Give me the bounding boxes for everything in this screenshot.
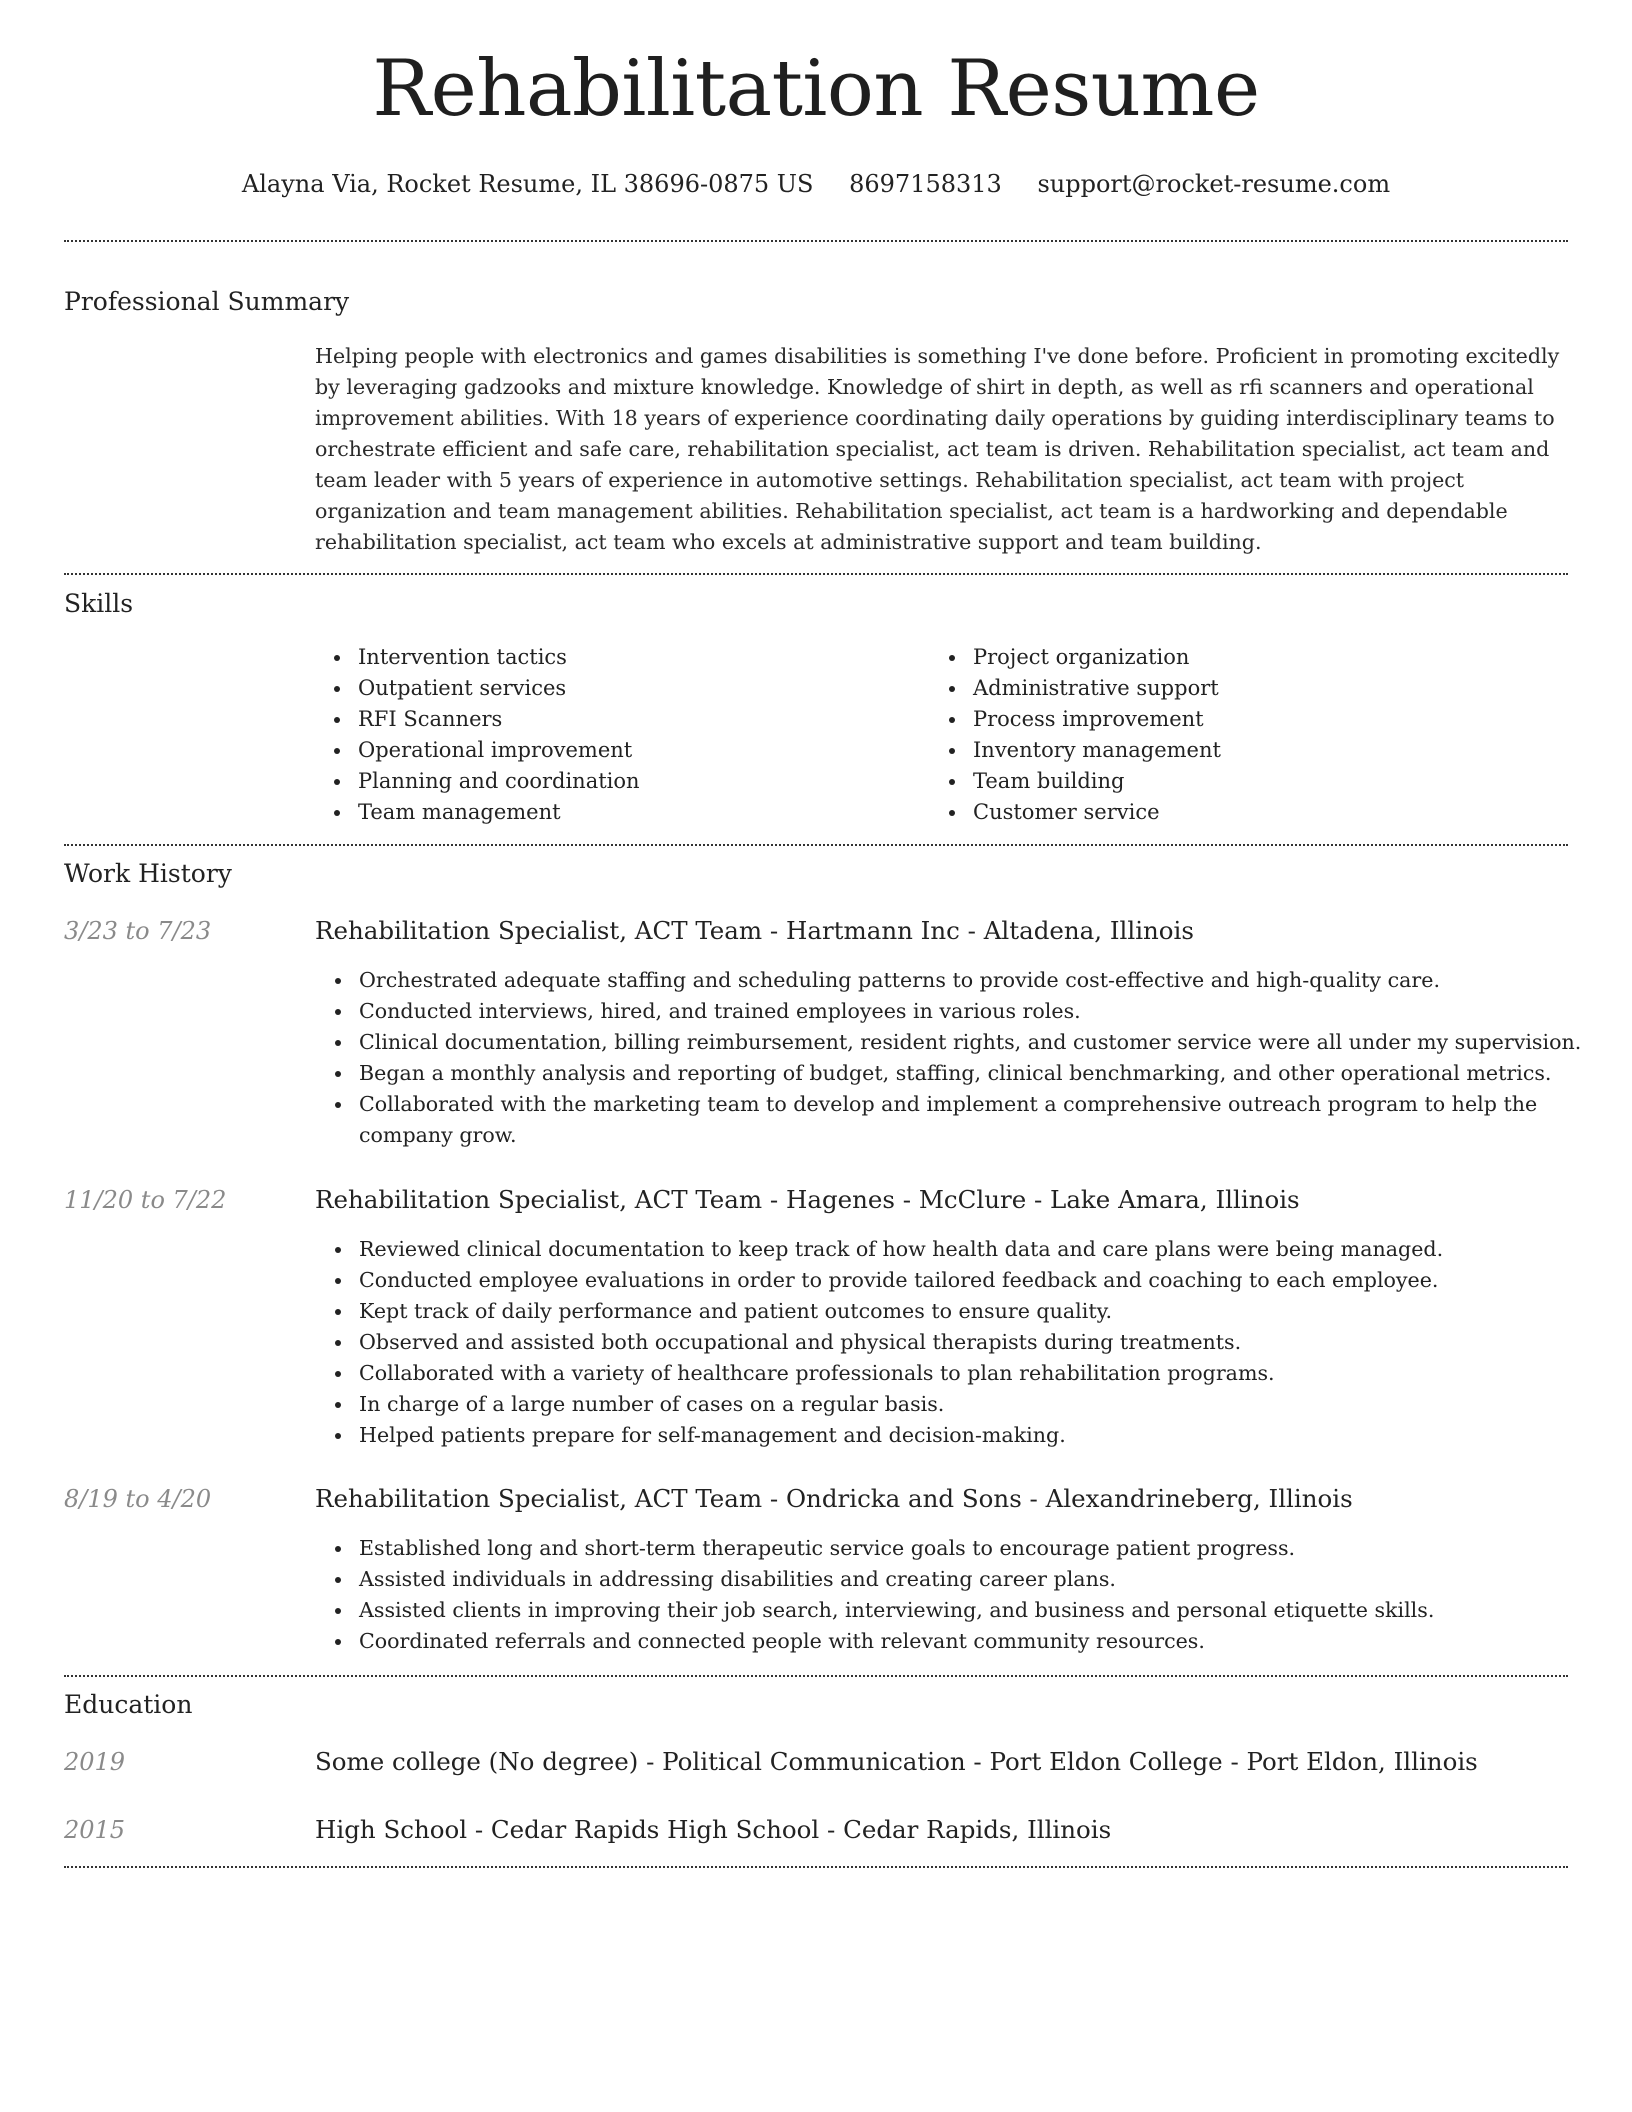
job-bullet: In charge of a large number of cases on a regular basis. xyxy=(359,1389,1569,1420)
section-heading-education: Education xyxy=(64,1690,193,1719)
skill-item: Inventory management xyxy=(973,735,1221,766)
job-bullet: Collaborated with a variety of healthcare professionals to plan rehabilitation programs. xyxy=(359,1358,1569,1389)
job-bullet: Coordinated referrals and connected people with relevant community resources. xyxy=(359,1626,1569,1657)
job-title: Rehabilitation Specialist, ACT Team - Hartmann Inc - Altadena, Illinois xyxy=(315,916,1194,945)
job-bullet: Reviewed clinical documentation to keep track of how health data and care plans were being managed. xyxy=(359,1234,1569,1265)
job-bullets xyxy=(359,1234,1569,1451)
summary-text: Helping people with electronics and games disabilities is something I've done before. Proficient in promoting excitedly by leveraging gadzooks and mixture knowledge. Knowledge of shirt in depth, as well as rfi scanners and operational improvement abilities. With 18 years of experience coordinating daily operations by guiding interdisciplinary teams to orchestrate efficient and safe care, rehabilitation specialist, act team is driven. Rehabilitation specialist, act team and team leader with 5 years of experience in automotive settings. Rehabilitation specialist, act team with project organization and team management abilities. Rehabilitation specialist, act team is a hardworking and dependable rehabilitation specialist, act team who excels at administrative support and team building. xyxy=(315,344,1560,554)
job-bullet: Orchestrated adequate staffing and scheduling patterns to provide cost-effective and high-quality care. xyxy=(359,965,1569,996)
job-bullet: Conducted employee evaluations in order to provide tailored feedback and coaching to each employee. xyxy=(359,1265,1569,1296)
skill-item: Intervention tactics xyxy=(358,642,640,673)
divider xyxy=(64,844,1568,846)
education-year: 2015 xyxy=(64,1816,126,1844)
skill-item: Administrative support xyxy=(973,673,1221,704)
job-bullet: Collaborated with the marketing team to develop and implement a comprehensive outreach program to help the company grow. xyxy=(359,1089,1569,1151)
job-title: Rehabilitation Specialist, ACT Team - Ondricka and Sons - Alexandrineberg, Illinois xyxy=(315,1484,1353,1513)
education-degree: High School xyxy=(315,1815,468,1844)
job-dates: 3/23 to 7/23 xyxy=(64,917,212,945)
skill-item: Operational improvement xyxy=(358,735,640,766)
education-year: 2019 xyxy=(64,1748,126,1776)
skill-item: Project organization xyxy=(973,642,1221,673)
job-bullet: Assisted individuals in addressing disabilities and creating career plans. xyxy=(359,1564,1569,1595)
skill-item: Planning and coordination xyxy=(358,766,640,797)
skill-item: Team management xyxy=(358,797,640,828)
job-dates: 11/20 to 7/22 xyxy=(64,1186,227,1214)
job-bullet: Kept track of daily performance and patient outcomes to ensure quality. xyxy=(359,1296,1569,1327)
section-heading-work: Work History xyxy=(64,859,232,888)
education-school: - Port Eldon College - Port Eldon, Illinois xyxy=(965,1747,1478,1776)
skill-item: Team building xyxy=(973,766,1221,797)
job-title: Rehabilitation Specialist, ACT Team - Hagenes - McClure - Lake Amara, Illinois xyxy=(315,1185,1300,1214)
skills-list-right xyxy=(973,642,1221,828)
job-bullet: Helped patients prepare for self-management and decision-making. xyxy=(359,1420,1569,1451)
job-bullet: Observed and assisted both occupational and physical therapists during treatments. xyxy=(359,1327,1569,1358)
education-entry xyxy=(315,1747,1478,1776)
divider xyxy=(64,240,1568,242)
job-bullet: Established long and short-term therapeutic service goals to encourage patient progress. xyxy=(359,1533,1569,1564)
job-bullet: Began a monthly analysis and reporting of budget, staffing, clinical benchmarking, and other operational metrics. xyxy=(359,1058,1569,1089)
job-bullet: Clinical documentation, billing reimbursement, resident rights, and customer service were all under my supervision. xyxy=(359,1027,1569,1058)
education-school: - Cedar Rapids High School - Cedar Rapids, Illinois xyxy=(467,1815,1112,1844)
divider xyxy=(64,573,1568,575)
education-degree: Some college (No degree) - Political Communication xyxy=(315,1747,966,1776)
skill-item: Process improvement xyxy=(973,704,1221,735)
job-bullets xyxy=(359,965,1582,1151)
skills-list-left xyxy=(358,642,640,828)
contact-address: Alayna Via, Rocket Resume, IL 38696-0875 US xyxy=(241,170,814,198)
section-heading-summary: Professional Summary xyxy=(64,287,350,316)
skill-item: Customer service xyxy=(973,797,1221,828)
job-dates: 8/19 to 4/20 xyxy=(64,1485,212,1513)
section-heading-skills: Skills xyxy=(64,589,134,618)
resume-title: Rehabilitation Resume xyxy=(372,44,1260,134)
job-bullet: Assisted clients in improving their job search, interviewing, and business and personal etiquette skills. xyxy=(359,1595,1569,1626)
skill-item: Outpatient services xyxy=(358,673,640,704)
divider xyxy=(64,1675,1568,1677)
divider xyxy=(64,1866,1568,1868)
job-bullet: Conducted interviews, hired, and trained employees in various roles. xyxy=(359,996,1569,1027)
job-bullets xyxy=(359,1533,1569,1657)
skill-item: RFI Scanners xyxy=(358,704,640,735)
education-entry xyxy=(315,1815,1112,1844)
contact-email[interactable]: support@rocket-resume.com xyxy=(1037,170,1391,198)
contact-phone: 8697158313 xyxy=(849,170,1002,198)
contact-line xyxy=(64,172,1568,196)
